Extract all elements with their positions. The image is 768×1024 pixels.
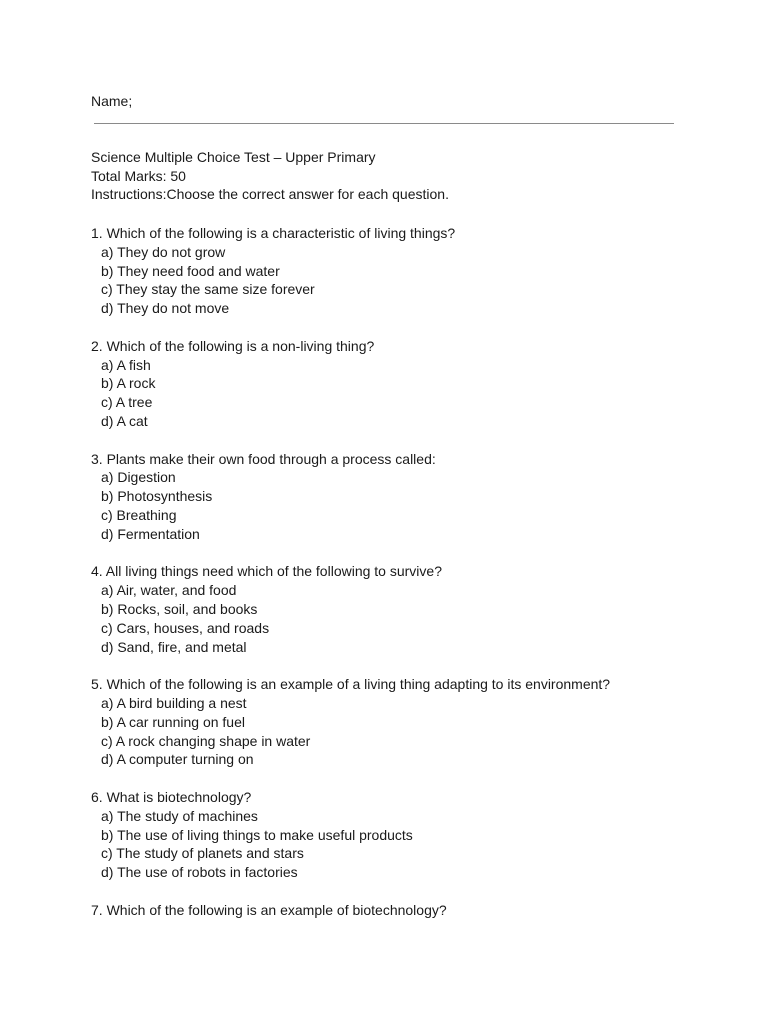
- option-c: c) A tree: [101, 394, 153, 411]
- option-d: d) Fermentation: [101, 525, 200, 542]
- option-c: c) The study of planets and stars: [101, 845, 304, 862]
- total-marks: Total Marks: 50: [91, 167, 186, 184]
- option-c: c) They stay the same size forever: [101, 281, 315, 298]
- question-list: [91, 224, 610, 938]
- name-underline: [94, 123, 674, 124]
- option-b: b) They need food and water: [101, 262, 280, 279]
- option-d: d) Sand, fire, and metal: [101, 638, 247, 655]
- question-text: 3. Plants make their own food through a process called:: [91, 450, 436, 467]
- option-d: d) A computer turning on: [101, 751, 254, 768]
- question-text: 1. Which of the following is a characteristic of living things?: [91, 225, 456, 241]
- question-4: [91, 562, 610, 656]
- question-text: 2. Which of the following is a non-living thing?: [91, 337, 375, 354]
- instructions: Instructions:Choose the correct answer for each question.: [91, 186, 449, 203]
- option-a: a) A fish: [101, 356, 151, 373]
- option-b: b) Photosynthesis: [101, 488, 213, 505]
- question-text: 6. What is biotechnology?: [91, 788, 252, 805]
- option-a: a) Air, water, and food: [101, 582, 237, 599]
- option-c: c) Breathing: [101, 506, 177, 523]
- option-d: d) They do not move: [101, 300, 230, 317]
- option-c: c) Cars, houses, and roads: [101, 619, 270, 636]
- test-title: Science Multiple Choice Test – Upper Primary: [91, 149, 376, 165]
- option-a: a) The study of machines: [101, 807, 258, 824]
- question-text: 7. Which of the following is an example of biotechnology?: [91, 901, 447, 918]
- test-header: [91, 148, 449, 204]
- question-1: [91, 224, 610, 318]
- option-d: d) The use of robots in factories: [101, 864, 298, 881]
- option-b: b) A rock: [101, 375, 156, 392]
- question-3: [91, 450, 610, 544]
- option-a: a) They do not grow: [101, 243, 226, 260]
- option-b: b) A car running on fuel: [101, 713, 245, 730]
- option-a: a) A bird building a nest: [101, 694, 247, 711]
- question-text: 5. Which of the following is an example of a living thing adapting to its environment?: [91, 676, 611, 693]
- question-5: [91, 675, 610, 769]
- option-a: a) Digestion: [101, 469, 176, 486]
- question-2: [91, 337, 610, 431]
- option-b: b) Rocks, soil, and books: [101, 600, 258, 617]
- option-b: b) The use of living things to make useful products: [101, 826, 413, 843]
- option-d: d) A cat: [101, 412, 148, 429]
- option-c: c) A rock changing shape in water: [101, 732, 311, 749]
- name-label: Name;: [91, 93, 133, 109]
- question-7: [91, 901, 610, 920]
- question-text: 4. All living things need which of the following to survive?: [91, 563, 442, 580]
- question-6: [91, 788, 610, 882]
